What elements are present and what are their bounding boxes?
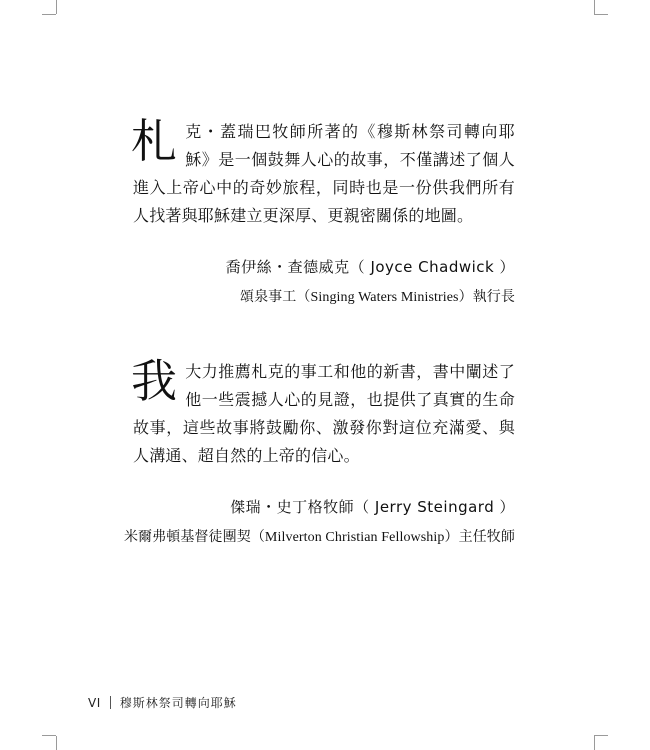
endorsement-1: [131, 114, 515, 230]
endorsement-paragraph: [131, 114, 515, 230]
crop-mark: [594, 0, 595, 14]
endorsement-paragraph: [131, 354, 515, 470]
crop-mark: [594, 14, 608, 15]
running-title: 穆斯林祭司轉向耶穌: [119, 696, 237, 710]
endorser-name: 傑瑞・史丁格牧師（ Jerry Steingard ）: [230, 498, 515, 516]
crop-mark: [594, 736, 595, 750]
endorsement-text: 大力推薦札克的事工和他的新書，書中闡述了他一些震撼人心的見證，也提供了真實的生命故事，這些故事將鼓勵你、激發你對這位充滿愛、與人溝通、超自然的上帝的信心。: [133, 362, 515, 465]
crop-mark: [56, 736, 57, 750]
endorser-title: 頌泉事工（Singing Waters Ministries）執行長: [239, 290, 515, 305]
crop-mark: [42, 14, 56, 15]
crop-mark: [42, 735, 56, 736]
drop-cap: 我: [131, 354, 178, 408]
endorsement-2: [131, 354, 515, 470]
crop-mark: [594, 735, 608, 736]
footer-divider: [110, 696, 111, 709]
drop-cap: 札: [131, 114, 178, 168]
crop-mark: [56, 0, 57, 14]
endorser-name: 喬伊絲・查德威克（ Joyce Chadwick ）: [225, 258, 515, 276]
page-number: VI: [88, 695, 101, 710]
page-footer: [88, 694, 237, 711]
endorsement-text: 克・蓋瑞巴牧師所著的《穆斯林祭司轉向耶穌》是一個鼓舞人心的故事，不僅講述了個人進入上帝心中的奇妙旅程，同時也是一份供我們所有人找著與耶穌建立更深厚、更親密關係的地圖。: [133, 122, 515, 225]
endorser-title: 米爾弗頓基督徒團契（Milverton Christian Fellowship）主任牧師: [123, 530, 515, 545]
